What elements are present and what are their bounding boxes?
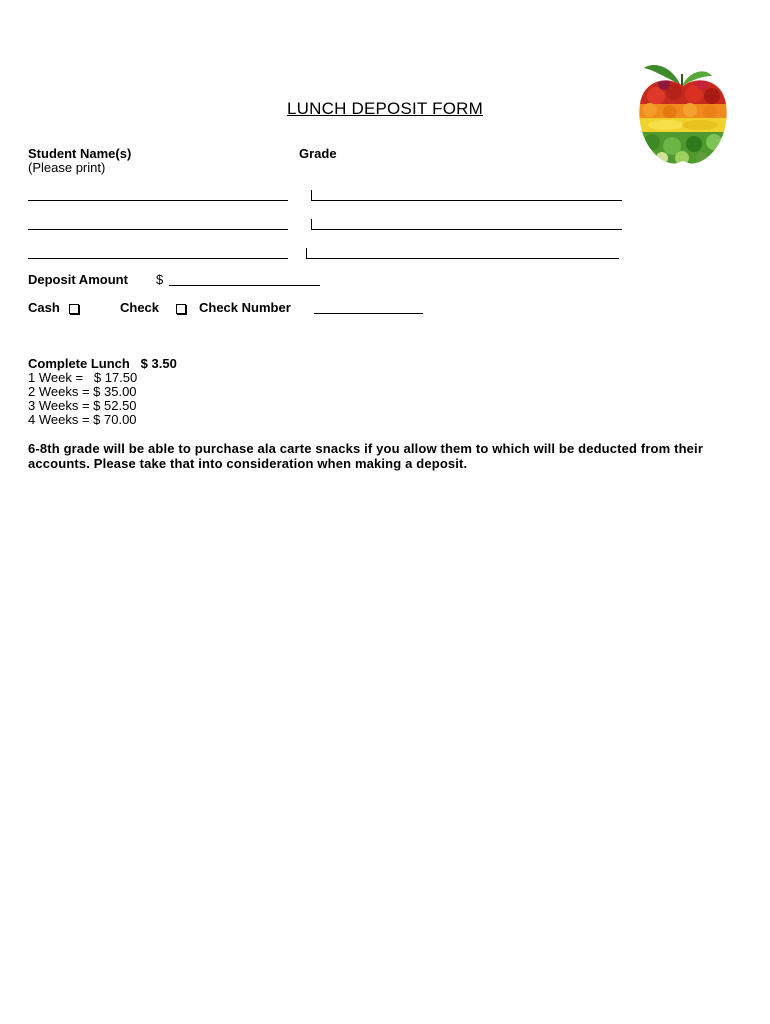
check-number-field[interactable] <box>314 313 423 314</box>
pricing-row: 3 Weeks = $ 52.50 <box>28 398 137 413</box>
student-name-field-2[interactable] <box>28 229 288 230</box>
deposit-amount-label: Deposit Amount <box>28 272 128 287</box>
grade-label: Grade <box>299 146 337 161</box>
pricing-row: 1 Week = $ 17.50 <box>28 370 138 385</box>
cash-label: Cash <box>28 300 60 315</box>
currency-symbol: $ <box>156 272 164 287</box>
check-checkbox[interactable] <box>176 302 186 320</box>
check-number-label: Check Number <box>199 300 291 315</box>
pricing-row: 4 Weeks = $ 70.00 <box>28 412 137 427</box>
student-name-hint: (Please print) <box>28 160 106 175</box>
student-name-label: Student Name(s) <box>28 146 132 161</box>
snack-note: 6-8th grade will be able to purchase ala carte snacks if you allow them to which will be deducted from their accounts. Please take that into consideration when making a deposit. <box>28 441 704 471</box>
pricing-row: 2 Weeks = $ 35.00 <box>28 384 137 399</box>
cash-checkbox[interactable] <box>69 302 79 320</box>
check-label: Check <box>120 300 160 315</box>
form-title: LUNCH DEPOSIT FORM <box>287 99 483 118</box>
pricing-list <box>28 357 177 427</box>
grade-field-1[interactable] <box>312 200 622 201</box>
pricing-header: Complete Lunch $ 3.50 <box>28 356 177 371</box>
student-name-field-3[interactable] <box>28 258 288 259</box>
grade-field-2[interactable] <box>312 229 622 230</box>
student-name-field-1[interactable] <box>28 200 288 201</box>
grade-field-3[interactable] <box>307 258 619 259</box>
deposit-amount-field[interactable] <box>169 285 320 286</box>
